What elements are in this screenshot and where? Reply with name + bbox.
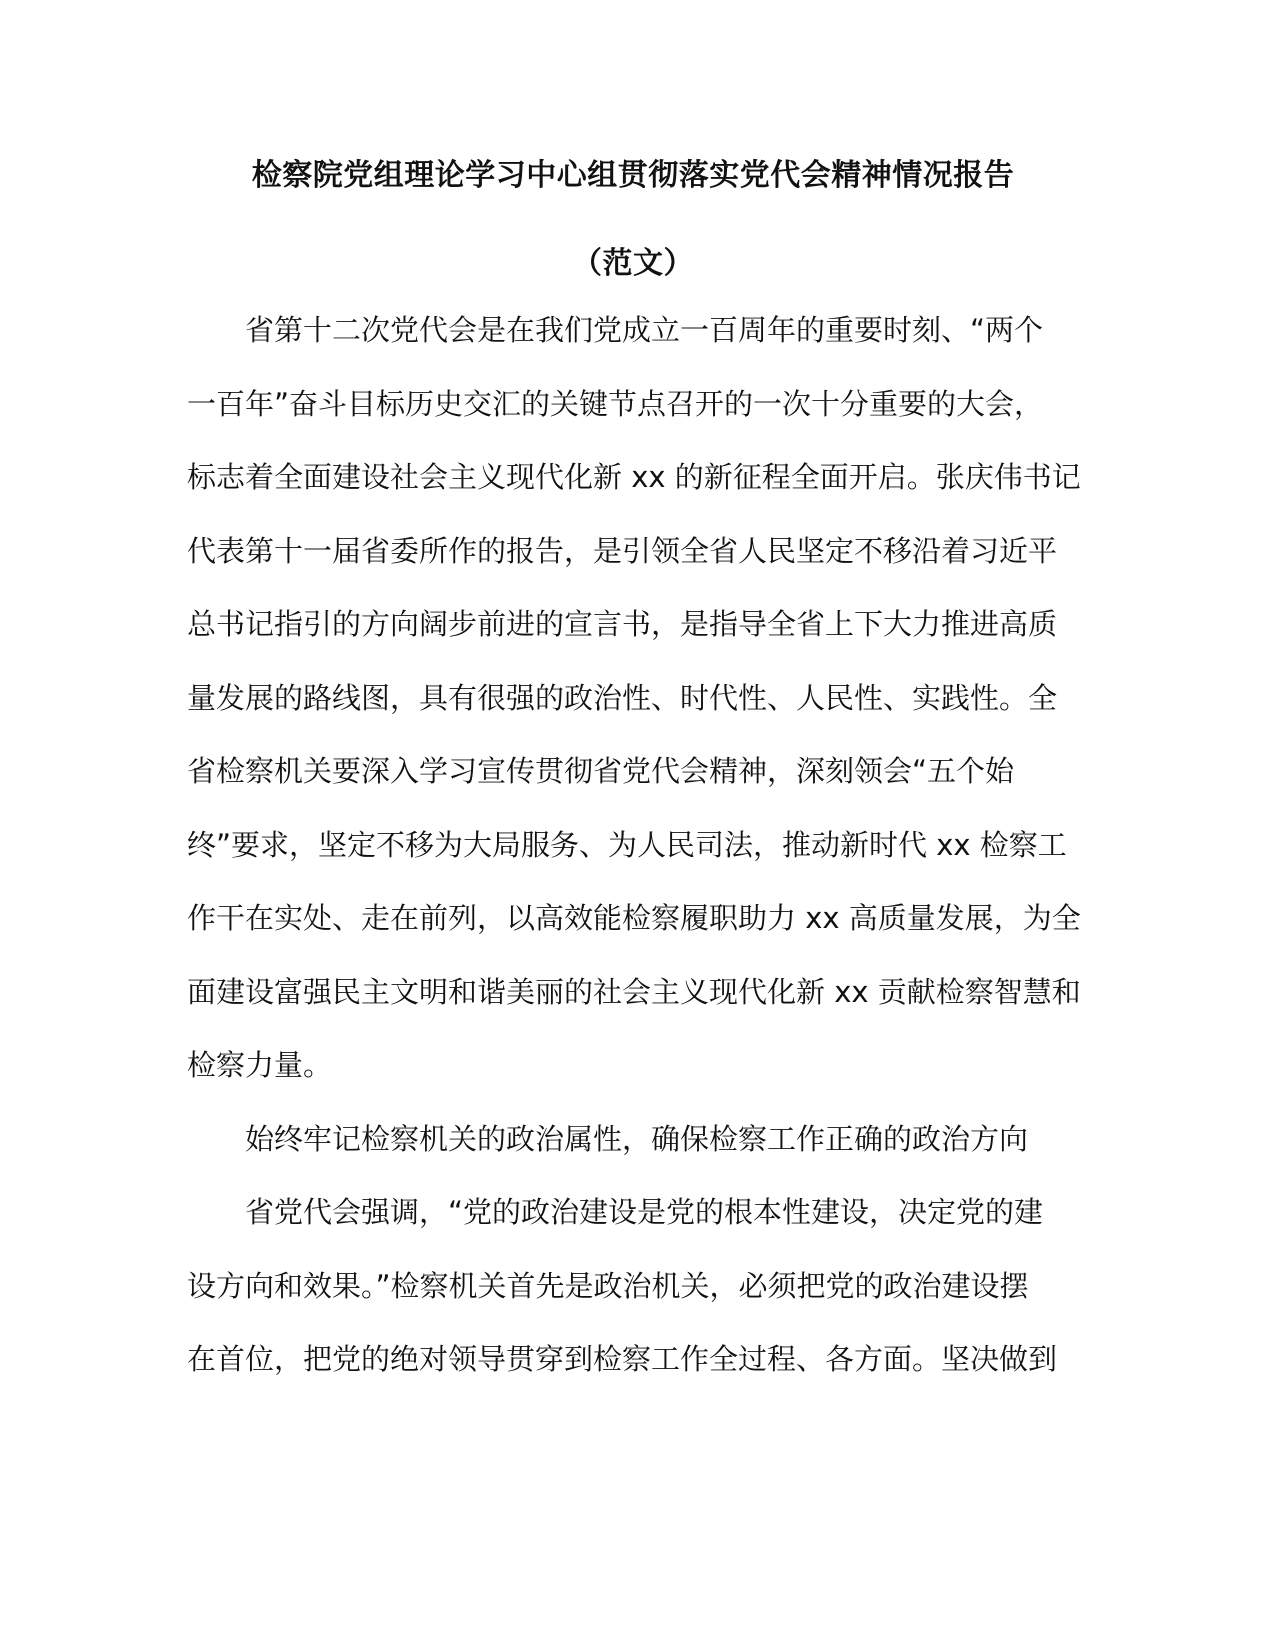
paragraph-line: 省检察机关要深入学习宣传贯彻省党代会精神，深刻领会“五个始 — [187, 754, 1015, 788]
section-heading: 始终牢记检察机关的政治属性，确保检察工作正确的政治方向 — [245, 1122, 1029, 1156]
paragraph-line: 设方向和效果。”检察机关首先是政治机关，必须把党的政治建设摆 — [187, 1269, 1029, 1303]
paragraph-line: 面建设富强民主文明和谐美丽的社会主义现代化新 xx 贡献检察智慧和 — [187, 975, 1081, 1009]
paragraph-line: 总书记指引的方向阔步前进的宣言书，是指导全省上下大力推进高质 — [187, 607, 1058, 641]
document-title-note: （范文） — [572, 246, 694, 281]
paragraph-line: 终”要求，坚定不移为大局服务、为人民司法，推动新时代 xx 检察工 — [187, 828, 1067, 862]
paragraph-line: 一百年”奋斗目标历史交汇的关键节点召开的一次十分重要的大会， — [187, 387, 1044, 421]
paragraph-line: 标志着全面建设社会主义现代化新 xx 的新征程全面开启。张庆伟书记 — [187, 460, 1081, 494]
paragraph-line: 在首位，把党的绝对领导贯穿到检察工作全过程、各方面。坚决做到 — [187, 1342, 1058, 1376]
document-title: 检察院党组理论学习中心组贯彻落实党代会精神情况报告 — [251, 158, 1015, 193]
paragraph-line: 量发展的路线图，具有很强的政治性、时代性、人民性、实践性。全 — [187, 681, 1058, 715]
paragraph-line: 检察力量。 — [187, 1048, 333, 1082]
paragraph-line: 作干在实处、走在前列，以高效能检察履职助力 xx 高质量发展，为全 — [187, 901, 1081, 935]
paragraph-line: 省第十二次党代会是在我们党成立一百周年的重要时刻、“两个 — [245, 313, 1044, 347]
paragraph-line: 省党代会强调，“党的政治建设是党的根本性建设，决定党的建 — [245, 1195, 1044, 1229]
paragraph-line: 代表第十一届省委所作的报告，是引领全省人民坚定不移沿着习近平 — [187, 534, 1058, 568]
